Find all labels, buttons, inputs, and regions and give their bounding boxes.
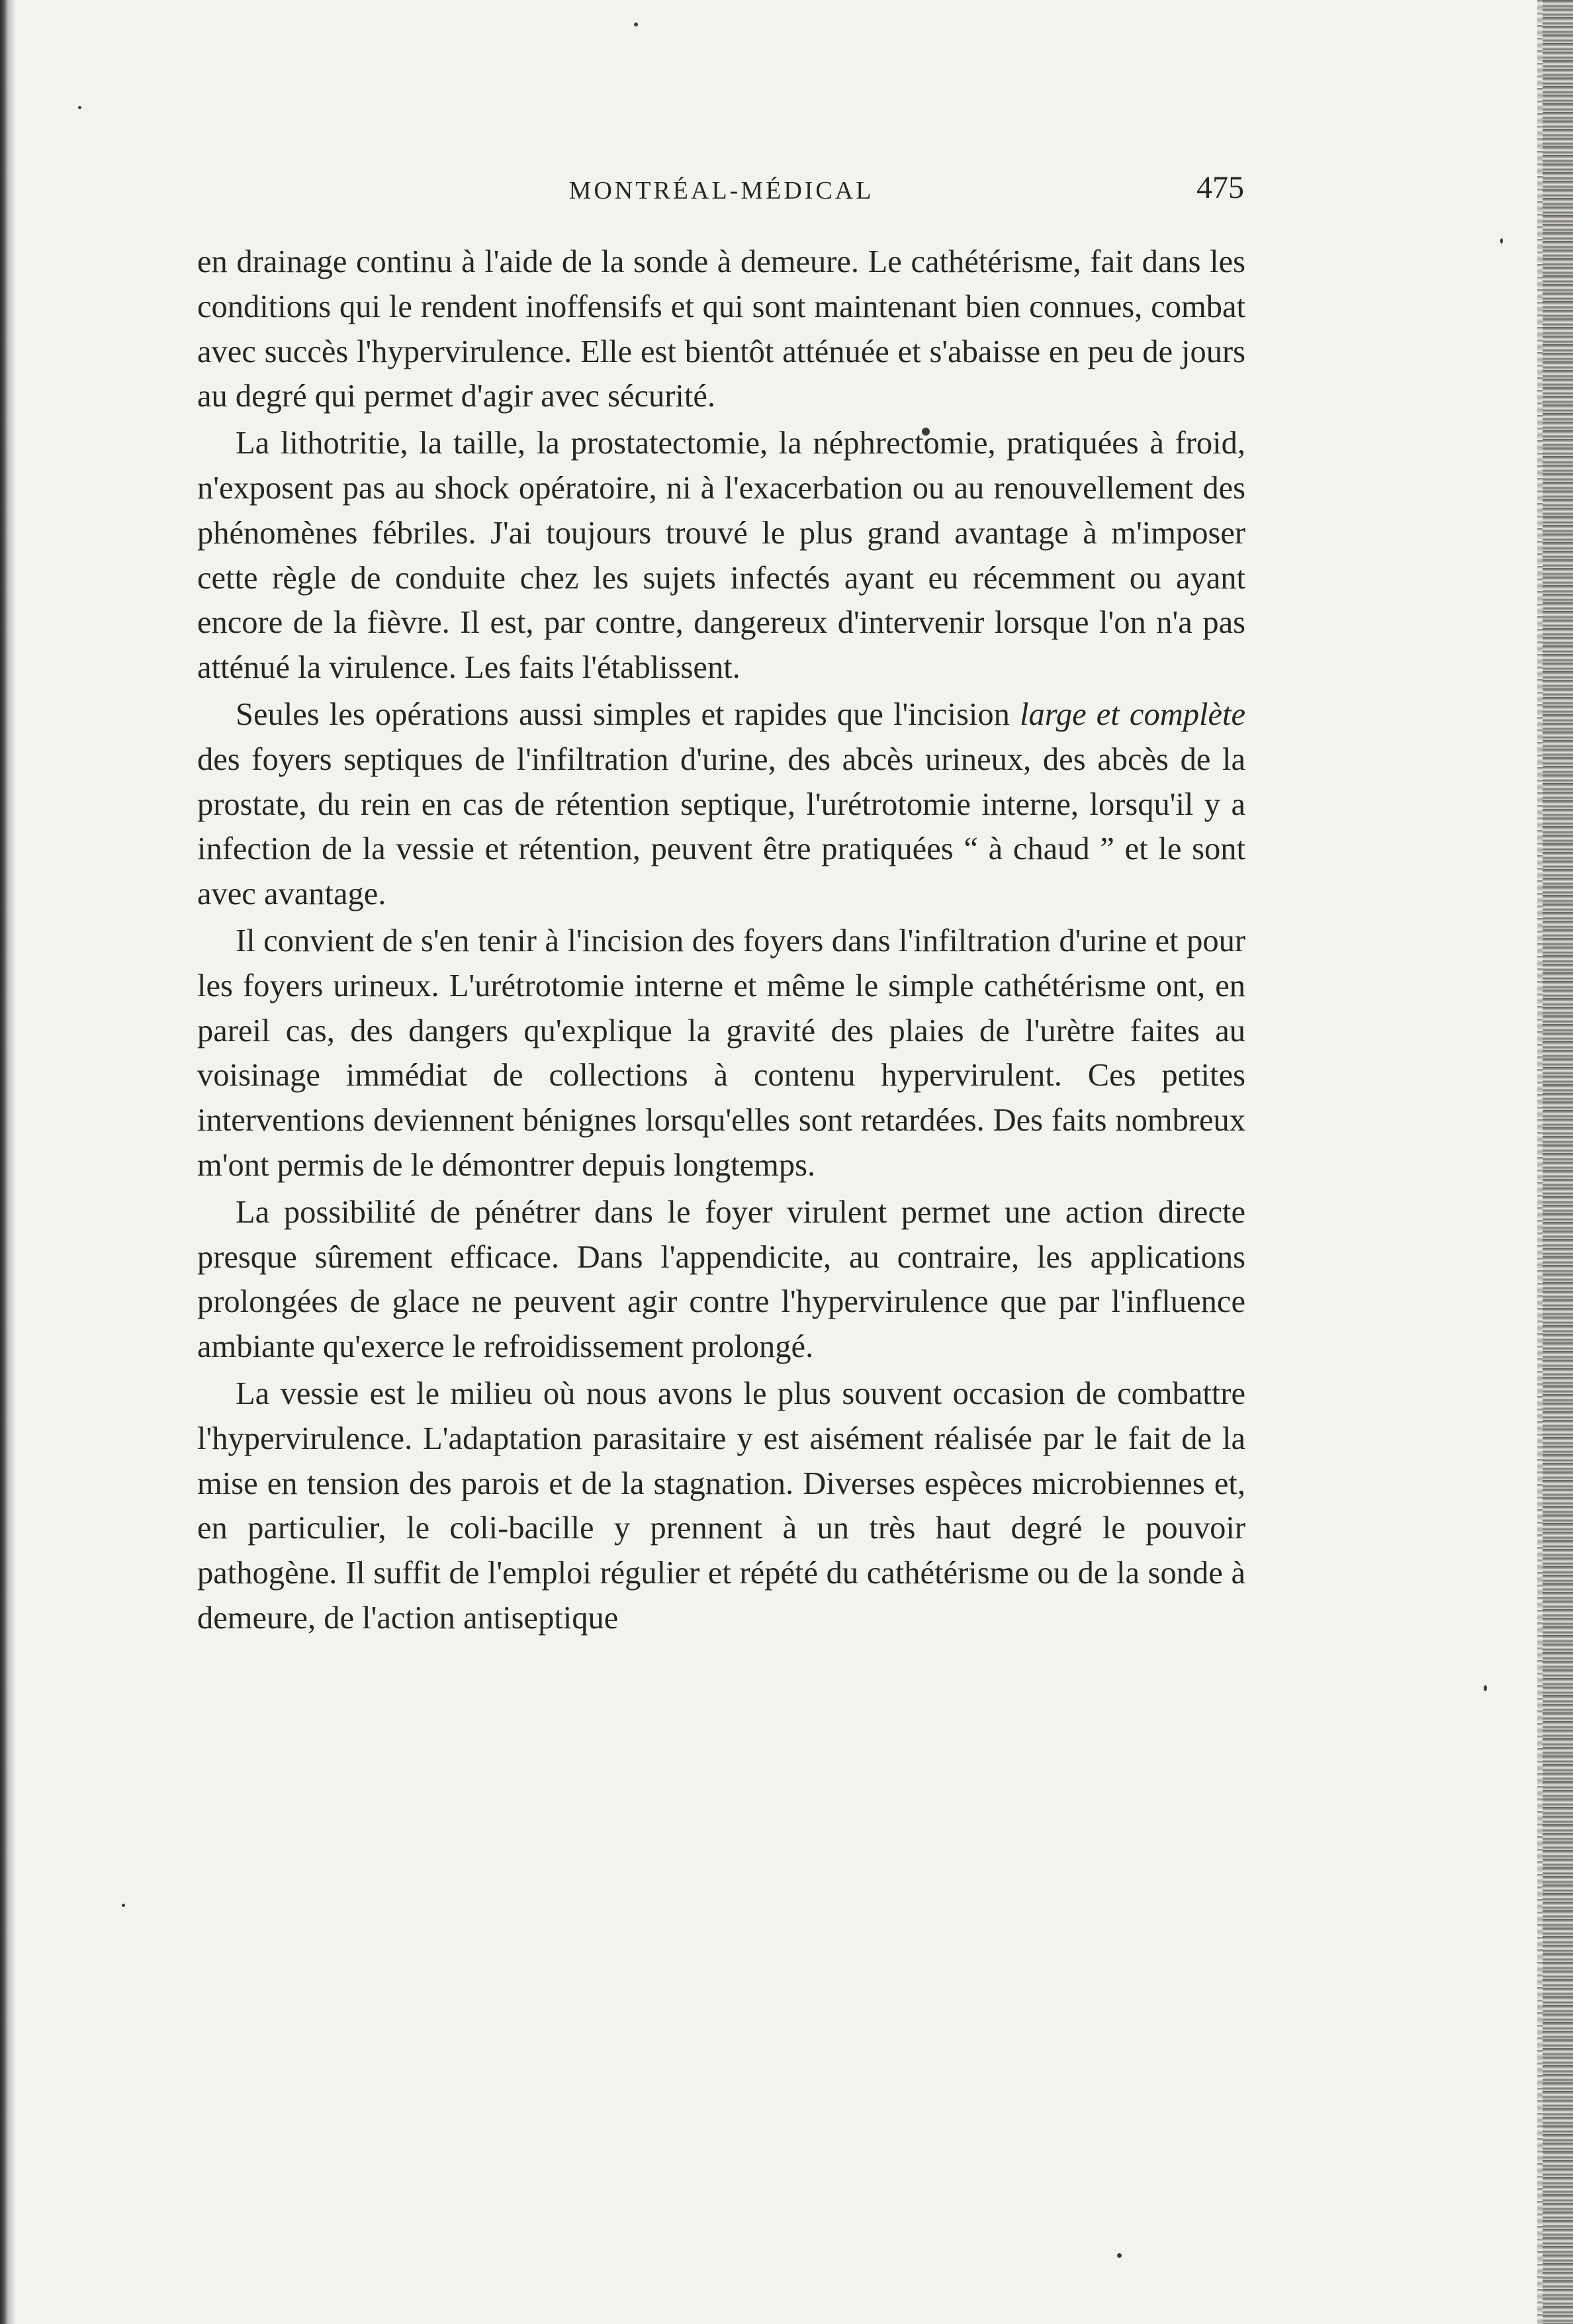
body-text [197,240,1245,1641]
paragraph-5: La possibilité de pénétrer dans le foyer virulent permet une action directe presque sûrement efficace. Dans l'appendicite, au contraire, les applications prolongées de glace ne peuvent agir contre l'hypervirulence que par l'influence ambiante qu'exerce le refroidissement prolongé. [197,1194,1245,1365]
paragraph-4: Il convient de s'en tenir à l'incision des foyers dans l'infiltration d'urine et pour les foyers urineux. L'urétrotomie interne et même le simple cathétérisme ont, en pareil cas, des dangers qu'explique la gravité des plaies de l'urètre faites au voisinage immédiat de collections à contenu hypervirulent. Ces petites interventions deviennent bénignes lorsqu'elles sont retardées. Des faits nombreux m'ont permis de le démontrer depuis longtemps. [197,923,1245,1183]
scan-right-edge [1543,0,1573,2324]
running-head [199,169,1244,216]
paragraph-2: La lithotritie, la taille, la prostatectomie, la néphrectomie, pratiquées à froid, n'exposent pas au shock opératoire, ni à l'exacerbation ou au renouvellement des phénomènes fébriles. J'ai toujours trouvé le plus grand avantage à m'imposer cette règle de conduite chez les sujets infectés ayant eu récemment ou ayant encore de la fièvre. Il est, par contre, dangereux d'intervenir lorsque l'on n'a pas atténué la virulence. Les faits l'établissent. [197,426,1245,686]
paragraph-3-italic-phrase: large et complète [1020,696,1245,732]
scan-speck [1500,238,1503,244]
scan-right-shadow [1537,0,1543,2324]
running-title: MONTRÉAL-MÉDICAL [568,177,874,205]
paragraph-3 [197,692,1245,917]
paragraph-3-text-after: des foyers septiques de l'infiltration d'urine, des abcès urineux, des abcès de la prostate, du rein en cas de rétention septique, l'urétrotomie interne, lorsqu'il y a infection de la vessie et rétention, peuvent être pratiquées “ à chaud ” et le sont avec avantage. [197,741,1245,912]
scan-speck [78,106,81,109]
scan-left-edge [0,0,16,2324]
scan-speck [1117,2253,1122,2258]
paragraph-6: La vessie est le milieu où nous avons le plus souvent occasion de combattre l'hypervirulence. L'adaptation parasitaire y est aisément réalisée par le fait de la mise en tension des parois et de la stagnation. Diverses espèces microbiennes et, en particulier, le coli-bacille y prennent à un très haut degré le pouvoir pathogène. Il suffit de l'emploi régulier et répété du cathétérisme ou de la sonde à demeure, de l'action antiseptique [197,1375,1245,1636]
paragraph-3-text-before: Seules les opérations aussi simples et rapides que l'incision [236,696,1020,732]
paragraph-1: en drainage continu à l'aide de la sonde à demeure. Le cathétérisme, fait dans les conditions qui le rendent inoffensifs et qui sont maintenant bien connues, combat avec succès l'hypervirulence. Elle est bientôt atténuée et s'abaisse en peu de jours au degré qui permet d'agir avec sécurité. [197,244,1245,414]
scan-speck [122,1904,125,1907]
scan-speck [1484,1685,1487,1691]
page-number: 475 [1196,170,1244,205]
scan-speck [634,23,638,26]
